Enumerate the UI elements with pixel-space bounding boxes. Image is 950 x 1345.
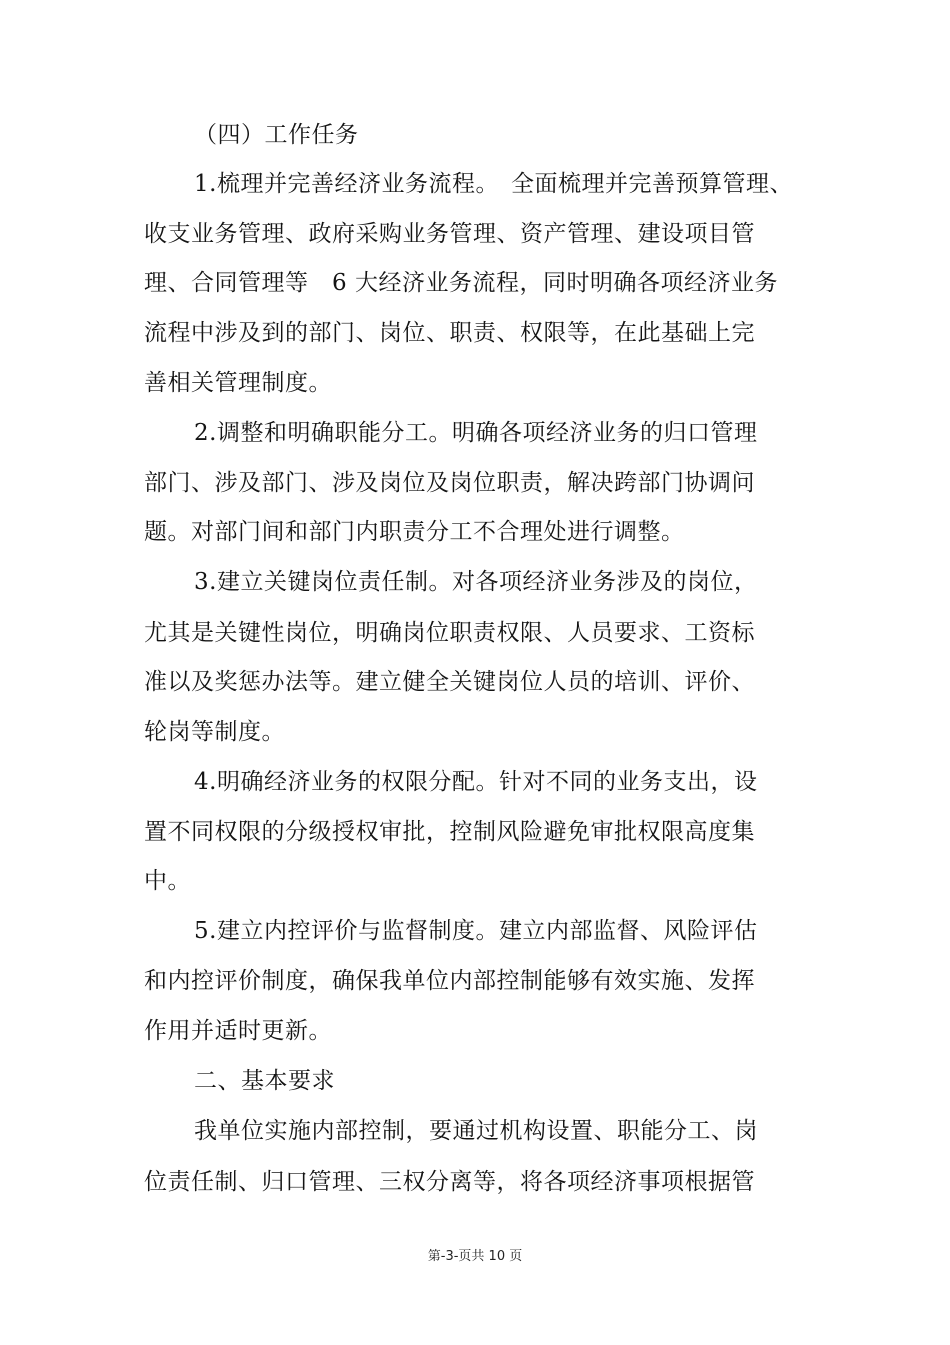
paragraph-1-line-5: 善相关管理制度。 — [144, 370, 332, 396]
section-heading-work-tasks: （四）工作任务 — [194, 122, 359, 148]
page-number-footer: 第-3-页共 10 页 — [427, 1249, 523, 1264]
paragraph-2-line-3: 题。对部门间和部门内职责分工不合理处进行调整。 — [144, 519, 685, 545]
paragraph-5-line-3: 作用并适时更新。 — [144, 1018, 332, 1044]
paragraph-4-line-3: 中。 — [144, 868, 191, 894]
paragraph-2-line-2: 部门、涉及部门、涉及岗位及岗位职责，解决跨部门协调问 — [144, 470, 755, 496]
paragraph-3-line-3: 准以及奖惩办法等。建立健全关键岗位人员的培训、评价、 — [144, 669, 755, 695]
paragraph-3-line-2: 尤其是关键性岗位，明确岗位职责权限、人员要求、工资标 — [144, 620, 755, 646]
paragraph-2-line-1: 2.调整和明确职能分工。明确各项经济业务的归口管理 — [194, 420, 758, 446]
section-heading-basic-requirements: 二、基本要求 — [194, 1068, 335, 1094]
paragraph-6-line-2: 位责任制、归口管理、三权分离等，将各项经济事项根据管 — [144, 1169, 755, 1195]
paragraph-6-line-1: 我单位实施内部控制，要通过机构设置、职能分工、岗 — [194, 1118, 758, 1144]
paragraph-5-line-1: 5.建立内控评价与监督制度。建立内部监督、风险评估 — [194, 918, 758, 944]
paragraph-3-line-4: 轮岗等制度。 — [144, 719, 285, 745]
paragraph-4-line-1: 4.明确经济业务的权限分配。针对不同的业务支出，设 — [194, 769, 758, 795]
paragraph-1-line-2: 收支业务管理、政府采购业务管理、资产管理、建设项目管 — [144, 221, 755, 247]
paragraph-1-line-1: 1.梳理并完善经济业务流程。 全面梳理并完善预算管理、 — [194, 171, 793, 197]
paragraph-4-line-2: 置不同权限的分级授权审批，控制风险避免审批权限高度集 — [144, 819, 755, 845]
paragraph-3-line-1: 3.建立关键岗位责任制。对各项经济业务涉及的岗位， — [194, 569, 758, 595]
paragraph-1-line-4: 流程中涉及到的部门、岗位、职责、权限等，在此基础上完 — [144, 320, 755, 346]
paragraph-1-line-3: 理、合同管理等 6 大经济业务流程，同时明确各项经济业务 — [144, 270, 778, 296]
paragraph-5-line-2: 和内控评价制度，确保我单位内部控制能够有效实施、发挥 — [144, 968, 755, 994]
